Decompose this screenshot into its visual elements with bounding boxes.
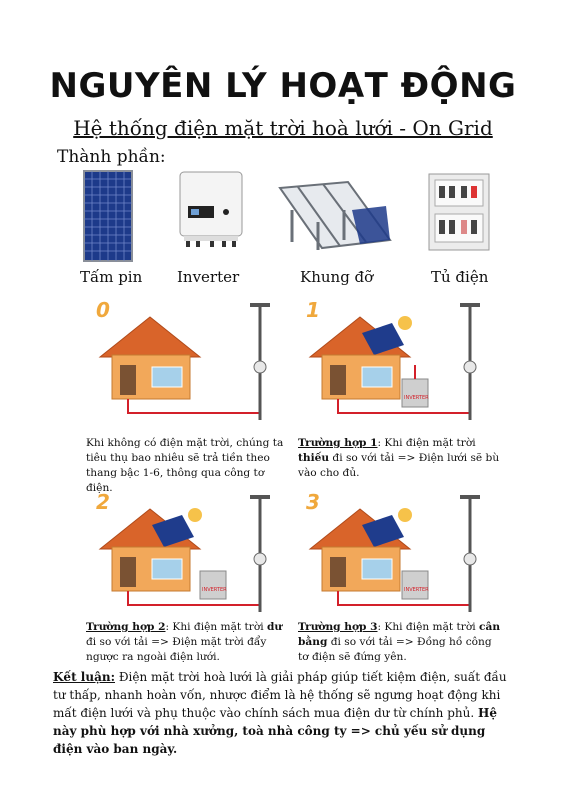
scenario-number: 2 [96,490,110,514]
component-label-panel: Tấm pin [80,268,143,286]
solar-panel-icon [83,170,133,266]
scenario-1-caption: Trường hợp 1: Khi điện mặt trời thiếu đi so với tải => Điện lưới sẽ bù vào cho đủ. [298,437,500,479]
conclusion [53,668,515,758]
electrical-cabinet-icon [427,172,491,256]
inverter-icon [176,170,246,254]
scenario-3-caption: Trường hợp 3: Khi điện mặt trời cân bằng đi so với tải => Đồng hồ công tơ điện sẽ đứng yên. [298,621,501,663]
page-title: NGUYÊN LÝ HOẠT ĐỘNG [49,66,517,106]
scenario-0-diagram [90,295,290,429]
component-label-inverter: Inverter [177,268,240,286]
conclusion-label: Kết luận: [53,670,115,684]
svg-text:INVERTER: INVERTER [404,587,429,593]
scenario-number: 0 [96,298,110,322]
component-label-cabinet: Tủ điện [431,268,489,286]
scenario-3-diagram [300,487,500,621]
mounting-frame-icon [278,180,393,256]
scenario-1-diagram [300,295,500,429]
components-heading: Thành phần: [57,147,166,167]
scenario-number: 3 [306,490,320,514]
svg-text:INVERTER: INVERTER [202,587,227,593]
scenario-2-diagram [90,487,290,621]
conclusion-emphasis: Hệ này phù hợp với nhà xưởng, toà nhà công ty => chủ yếu sử dụng điện vào ban ngày. [53,706,497,756]
page-subtitle: Hệ thống điện mặt trời hoà lưới - On Grid [73,116,493,140]
conclusion-text: Điện mặt trời hoà lưới là giải pháp giúp tiết kiệm điện, suất đầu tư thấp, nhanh hoàn vốn, nhược điểm là hệ thống sẽ ngưng hoạt động khi mất điện lưới và phụ thuộc vào chính sách mua điện dư từ chính phủ. [53,670,507,720]
scenario-0-caption: Khi không có điện mặt trời, chúng ta tiêu thụ bao nhiêu sẽ trả tiền theo thang bậc 1-6, thông qua công tơ điện. [86,437,284,494]
scenario-number: 1 [306,298,320,322]
scenario-2-caption: Trường hợp 2: Khi điện mặt trời dư đi so với tải => Điện mặt trời đẩy ngược ra ngoài điện lưới. [86,621,283,663]
svg-text:INVERTER: INVERTER [404,395,429,401]
component-label-frame: Khung đỡ [300,268,374,286]
